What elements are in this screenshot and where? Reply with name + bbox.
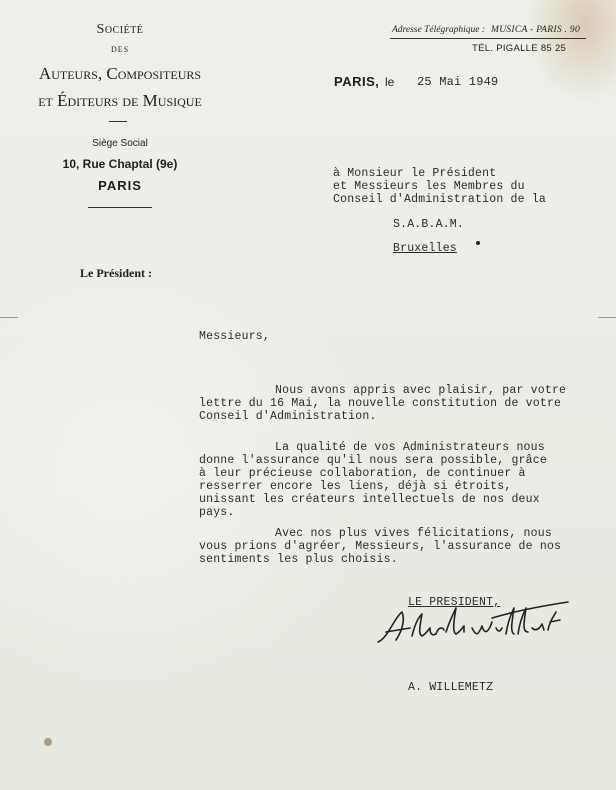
dateline-le: le [385, 75, 395, 89]
telegraph-value: MUSICA - PARIS . 90 [491, 25, 580, 35]
dateline-city: PARIS, [334, 74, 380, 89]
body-line: sentiments les plus choisis. [199, 553, 398, 566]
body-line: lettre du 16 Mai, la nouvelle constitution de votre [199, 397, 562, 410]
seat-label: Siège Social [92, 138, 148, 149]
phone-number: TÉL. PIGALLE 85 25 [472, 43, 567, 54]
org-name-line3: Auteurs, Compositeurs [38, 64, 202, 83]
org-address: 10, Rue Chaptal (9e) [62, 157, 178, 171]
recipient-org: S.A.B.A.M. [393, 218, 465, 231]
org-name-line2: des [110, 43, 130, 55]
body-line: resserrer encore les liens, déjà si étroits, [199, 480, 512, 493]
body-line: vous prions d'agréer, Messieurs, l'assurance de nos [199, 540, 562, 553]
org-name-line1: Société [96, 22, 144, 37]
recipient-city: Bruxelles [393, 242, 457, 255]
signature-text [372, 598, 572, 650]
body-line: La qualité de vos Administrateurs nous [275, 441, 545, 454]
body-line: Conseil d'Administration. [199, 410, 377, 423]
letter-date: 25 Mai 1949 [417, 75, 499, 89]
body-line: Nous avons appris avec plaisir, par votre [275, 384, 567, 397]
recipient-line1: à Monsieur le Président [333, 167, 497, 180]
body-line: unissant les créateurs intellectuels de nos deux [199, 493, 540, 506]
contact-underline [390, 38, 586, 39]
closing-title: LE PRESIDENT, [408, 596, 501, 609]
fold-mark-left [0, 317, 18, 318]
org-city: PARIS [98, 178, 142, 193]
body-line: Avec nos plus vives félicitations, nous [275, 527, 552, 540]
body-line: pays. [199, 506, 235, 519]
letterhead-divider [88, 207, 152, 208]
ink-dot [476, 241, 480, 245]
org-name-line4: et Éditeurs de Musique [38, 91, 202, 110]
recipient-line2: et Messieurs les Membres du [333, 180, 525, 193]
recipient-line3: Conseil d'Administration de la [333, 193, 547, 206]
telegraph-label: Adresse Télégraphique : [392, 25, 486, 35]
body-line: à leur précieuse collaboration, de continuer à [199, 467, 526, 480]
body-line: donne l'assurance qu'il nous sera possible, grâce [199, 454, 547, 467]
salutation: Messieurs, [199, 330, 271, 343]
letterhead-divider-small [109, 121, 127, 122]
president-label: Le Président : [80, 266, 152, 280]
signatory-name: A. WILLEMETZ [408, 681, 494, 694]
stain-spot [44, 738, 52, 746]
fold-mark-right [598, 317, 616, 318]
